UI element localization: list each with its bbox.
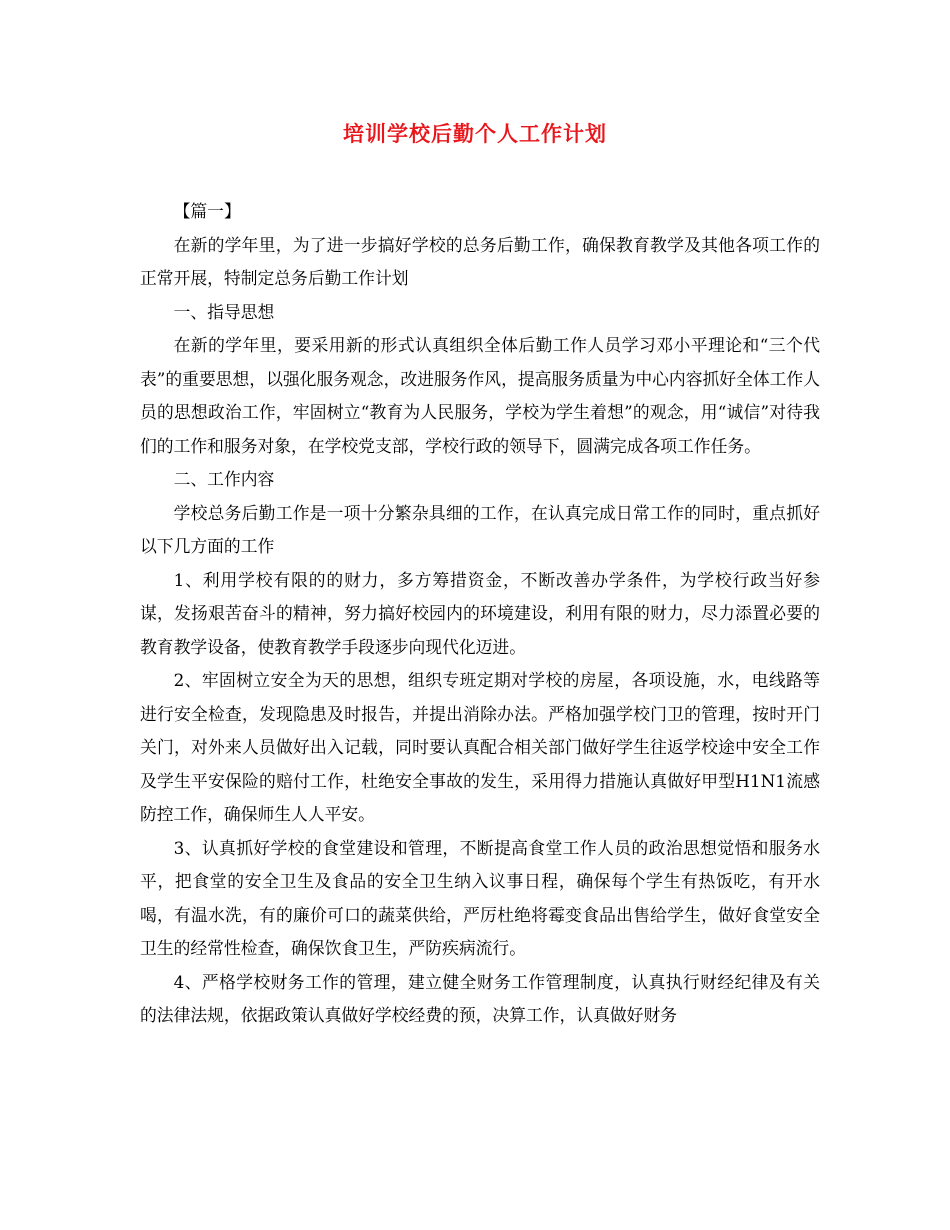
section-label-part-one: 【篇一】 — [173, 201, 241, 221]
item-4-paragraph: 4、严格学校财务工作的管理，建立健全财务工作管理制度，认真执行财经纪律及有关的法律法规，依据政策认真做好学校经费的预，决算工作，认真做好财务 — [140, 971, 820, 1025]
document-title: 培训学校后勤个人工作计划 — [343, 122, 607, 146]
item-2-paragraph: 2、牢固树立安全为天的思想，组织专班定期对学校的房屋，各项设施，水，电线路等进行安全检查，发现隐患及时报告，并提出消除办法。严格加强学校门卫的管理，按时开门关门，对外来人员做好出入记载，同时要认真配合相关部门做好学生往返学校途中安全工作及学生平安保险的赔付工作，杜绝安全事故的发生，采用得力措施认真做好甲型H1N1流感防控工作，确保师生人人平安。 — [140, 670, 820, 824]
intro-paragraph: 在新的学年里，为了进一步搞好学校的总务后勤工作，确保教育教学及其他各项工作的正常开展，特制定总务后勤工作计划 — [140, 234, 820, 288]
guiding-ideology-paragraph: 在新的学年里，要采用新的形式认真组织全体后勤工作人员学习邓小平理论和“三个代表”的重要思想，以强化服务观念，改进服务作风，提高服务质量为中心内容抓好全体工作人员的思想政治工作，牢固树立“教育为人民服务，学校为学生着想”的观念，用“诚信”对待我们的工作和服务对象，在学校党支部，学校行政的领导下，圆满完成各项工作任务。 — [140, 335, 820, 456]
document-body — [140, 195, 820, 1033]
item-3-paragraph: 3、认真抓好学校的食堂建设和管理，不断提高食堂工作人员的政治思想觉悟和服务水平，把食堂的安全卫生及食品的安全卫生纳入议事日程，确保每个学生有热饭吃，有开水喝，有温水洗，有的廉价可口的蔬菜供给，严厉杜绝将霉变食品出售给学生，做好食堂安全卫生的经常性检查，确保饮食卫生，严防疾病流行。 — [140, 837, 820, 958]
item-1-paragraph: 1、利用学校有限的的财力，多方筹措资金，不断改善办学条件，为学校行政当好参谋，发扬艰苦奋斗的精神，努力搞好校园内的环境建设，利用有限的财力，尽力添置必要的教育教学设备，使教育教学手段逐步向现代化迈进。 — [140, 569, 820, 657]
work-content-intro-paragraph: 学校总务后勤工作是一项十分繁杂具细的工作，在认真完成日常工作的同时，重点抓好以下几方面的工作 — [140, 502, 820, 556]
heading-work-content: 二、工作内容 — [173, 469, 275, 489]
heading-guiding-ideology: 一、指导思想 — [173, 301, 275, 322]
